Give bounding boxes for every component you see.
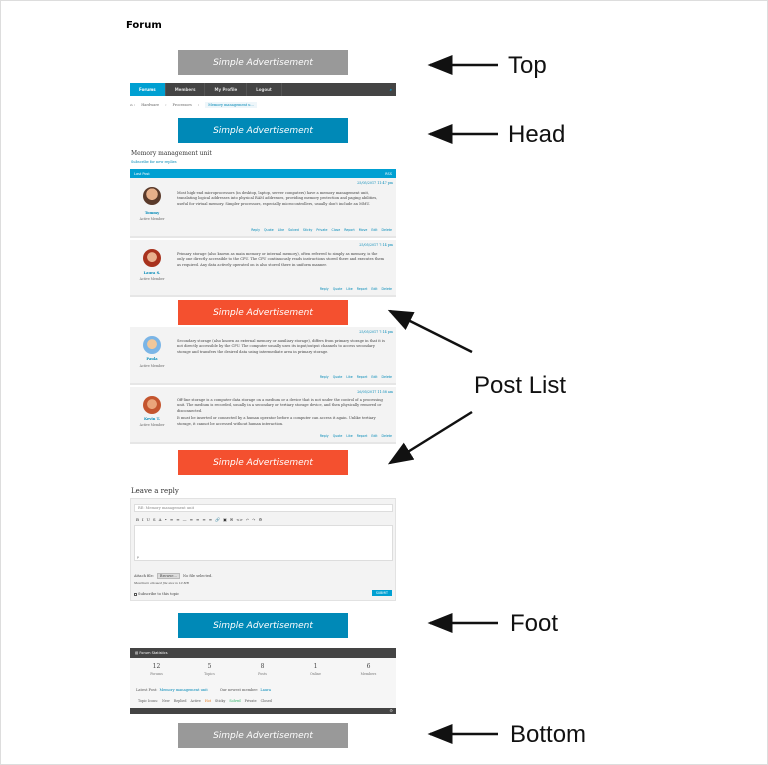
post-list-advertisement[interactable]: Simple Advertisement — [178, 300, 348, 325]
breadcrumb-item[interactable]: Processors — [172, 103, 192, 107]
submit-button[interactable]: SUBMIT — [372, 590, 392, 596]
author-role: Active Member — [139, 217, 165, 221]
reply-action[interactable]: Reply — [319, 287, 329, 291]
max-size-text: Maximum allowed file size is 10 MB — [134, 581, 189, 585]
post-paragraph: Off-line storage is a computer data storage on a medium or a device that is not under the control of a processing unit. The medium is recorded, usually in a secondary or tertiary storage device, and then physically removed or disconnected. — [177, 398, 383, 413]
author-role: Active Member — [139, 423, 165, 427]
close-action[interactable]: Close — [331, 228, 341, 232]
last-post-link[interactable]: Last Post — [134, 171, 150, 176]
edit-action[interactable]: Edit — [371, 375, 378, 379]
post-date: 25/05/2017 11:47 pm — [357, 181, 393, 185]
stat-label: Topics — [204, 672, 215, 676]
stats-title: Forum Statistics — [139, 651, 168, 655]
legend-replied: Replied — [173, 699, 187, 703]
reply-action[interactable]: Reply — [319, 434, 329, 438]
quote-action[interactable]: Quote — [264, 228, 274, 232]
arrow-post-list-1 — [390, 311, 472, 352]
indent-button[interactable]: ≡ — [176, 517, 180, 522]
post-body: Most high-end microprocessors (in desktop, laptop, server computers) have a memory management unit, translating logical addresses into physical RAM addresses, providing memory protection and paging abilities, useful for virtual memory. Simpler processors, especially microcontrollers, usually don't include an MMU. — [177, 191, 378, 206]
rss-link[interactable]: RSS — [385, 171, 392, 176]
post-body: Secondary storage (also known as external memory or auxiliary storage), differs from primary storage in that it is not directly accessible by the CPU. The computer usually uses its input/output channels to access secondary storage and transfers the desired data using intermediate area in primary storage. — [177, 339, 385, 354]
like-action[interactable]: Like — [277, 228, 285, 232]
no-file-text: No file selected. — [182, 574, 213, 578]
subscribe-link[interactable]: Subscribe for new replies — [131, 160, 177, 164]
numbered-list-button[interactable]: ≡ — [169, 517, 174, 522]
topic-title: Memory management unit — [131, 150, 212, 157]
quote-action[interactable]: Quote — [332, 434, 343, 438]
link-icon[interactable]: 🔗 — [215, 517, 221, 522]
gear-icon[interactable]: ⚙ — [389, 708, 393, 713]
head-advertisement[interactable]: Simple Advertisement — [178, 118, 348, 143]
report-action[interactable]: Report — [356, 434, 368, 438]
nav-logout[interactable]: Logout — [247, 83, 282, 96]
post-author[interactable]: Laura S. — [143, 271, 161, 275]
legend-solved: Solved — [229, 699, 241, 703]
nav-forums[interactable]: Forums — [130, 83, 166, 96]
edit-action[interactable]: Edit — [371, 228, 378, 232]
stat-value: 5 — [207, 663, 212, 670]
nav-members[interactable]: Members — [166, 83, 206, 96]
reply-action[interactable]: Reply — [319, 375, 329, 379]
reply-title-input[interactable]: RE: Memory management unit — [134, 504, 393, 512]
browse-button[interactable]: Browse... — [157, 573, 180, 579]
undo-icon[interactable]: ↶ — [245, 517, 250, 522]
stat-value: 6 — [366, 663, 371, 670]
justify-button[interactable]: ≡ — [208, 517, 213, 522]
sticky-action[interactable]: Sticky — [302, 228, 313, 232]
legend-sticky: Sticky — [215, 699, 226, 703]
author-role: Active Member — [139, 277, 165, 281]
quote-action[interactable]: Quote — [332, 375, 343, 379]
post-author[interactable]: Paula — [146, 357, 158, 361]
stat-value: 1 — [313, 663, 318, 670]
author-role: Active Member — [139, 364, 165, 368]
image-icon[interactable]: ▣ — [223, 517, 227, 522]
legend-new: New — [162, 699, 170, 703]
italic-button[interactable]: I — [141, 517, 144, 522]
top-advertisement[interactable]: Simple Advertisement — [178, 50, 348, 75]
report-action[interactable]: Report — [356, 287, 368, 291]
latest-post-link[interactable]: Memory management unit — [159, 688, 208, 692]
reply-heading: Leave a reply — [131, 487, 179, 495]
topic-icons-label: Topic Icons: — [138, 699, 159, 703]
delete-action[interactable]: Delete — [381, 287, 392, 291]
redo-icon[interactable]: ↷ — [252, 517, 256, 522]
report-action[interactable]: Report — [356, 375, 368, 379]
home-icon[interactable]: ⌂ › — [130, 103, 136, 107]
strikethrough-button[interactable]: S — [152, 517, 156, 522]
foot-advertisement[interactable]: Simple Advertisement — [178, 613, 348, 638]
quote-action[interactable]: Quote — [332, 287, 343, 291]
stats-icon: ▥ — [135, 651, 140, 655]
settings-icon[interactable]: ⚙ — [258, 517, 263, 522]
post-body: Primary storage (also known as main memory or internal memory), often referred to simply as memory, is the only one directly accessible to the CPU. The CPU continuously reads instructions stored there and executes them as required. Any data actively operated on is also stored there in uniform manner. — [177, 252, 385, 267]
solved-action[interactable]: Solved — [288, 228, 299, 232]
reply-action[interactable]: Reply — [251, 228, 261, 232]
stat-value: 12 — [152, 663, 161, 670]
align-right-button[interactable]: ≡ — [202, 517, 206, 522]
align-center-button[interactable]: ≡ — [196, 517, 200, 522]
stat-label: Members — [360, 672, 377, 676]
edit-action[interactable]: Edit — [371, 287, 378, 291]
hr-button[interactable]: — — [182, 517, 187, 522]
post-date: 25/05/2017 7:14 pm — [359, 330, 393, 334]
legend-private: Private — [244, 699, 257, 703]
page-title: Forum — [126, 20, 162, 31]
search-icon[interactable]: ⌕ — [389, 87, 392, 92]
underline-button[interactable]: U — [146, 517, 150, 522]
like-action[interactable]: Like — [346, 287, 353, 291]
breadcrumb-current: Memory management u... — [205, 102, 257, 108]
stat-label: Posts — [258, 672, 267, 676]
blockquote-icon[interactable]: ✉ — [229, 517, 234, 522]
nav-my-profile[interactable]: My Profile — [205, 83, 247, 96]
label-post-list: Post List — [474, 372, 567, 399]
bold-button[interactable]: B — [136, 517, 139, 522]
post-author[interactable]: Tommy — [144, 211, 160, 215]
breadcrumb: ⌂ › Hardware › Processors › Memory management u... — [130, 100, 257, 110]
subscribe-label: Subscribe to this topic — [138, 592, 180, 596]
editor-path: p — [137, 555, 139, 559]
breadcrumb-item[interactable]: Hardware — [141, 103, 160, 107]
label-bottom: Bottom — [510, 721, 587, 748]
label-foot: Foot — [510, 610, 559, 637]
edit-action[interactable]: Edit — [371, 434, 378, 438]
like-action[interactable]: Like — [346, 434, 353, 438]
delete-action[interactable]: Delete — [381, 434, 392, 438]
stat-value: 8 — [260, 663, 265, 670]
private-action[interactable]: Private — [316, 228, 328, 232]
legend-hot: Hot — [204, 699, 212, 703]
attach-label: Attach file: — [134, 574, 154, 578]
delete-action[interactable]: Delete — [381, 375, 392, 379]
delete-action[interactable]: Delete — [381, 228, 392, 232]
latest-post-label: Latest Post: — [136, 688, 158, 692]
stat-label: Forums — [150, 672, 163, 676]
post-date: 25/05/2017 7:14 pm — [359, 243, 393, 247]
post-date: 26/05/2017 11:58 am — [357, 390, 393, 394]
report-action[interactable]: Report — [344, 228, 355, 232]
label-head: Head — [508, 121, 566, 148]
newest-member-label: Our newest member: — [219, 688, 259, 692]
bullet-list-button[interactable]: • — [164, 517, 167, 522]
legend-closed: Closed — [260, 699, 272, 703]
align-left-button[interactable]: ≡ — [189, 517, 193, 522]
text-color-button[interactable]: A — [158, 517, 162, 522]
post-author[interactable]: Kevin T. — [143, 417, 161, 421]
post-list-advertisement[interactable]: Simple Advertisement — [178, 450, 348, 475]
move-action[interactable]: Move — [358, 228, 368, 232]
stat-label: Online — [309, 672, 321, 676]
newest-member-link[interactable]: Laura — [260, 688, 272, 692]
code-icon[interactable]: <> — [236, 517, 243, 522]
post-paragraph: It must be inserted or connected by a human operator before a computer can access it again. Unlike tertiary storage, it cannot be accessed without human interaction. — [177, 416, 376, 426]
like-action[interactable]: Like — [346, 375, 353, 379]
legend-active: Active — [190, 699, 201, 703]
label-top: Top — [508, 52, 547, 79]
arrow-post-list-2 — [390, 412, 472, 463]
bottom-advertisement[interactable]: Simple Advertisement — [178, 723, 348, 748]
